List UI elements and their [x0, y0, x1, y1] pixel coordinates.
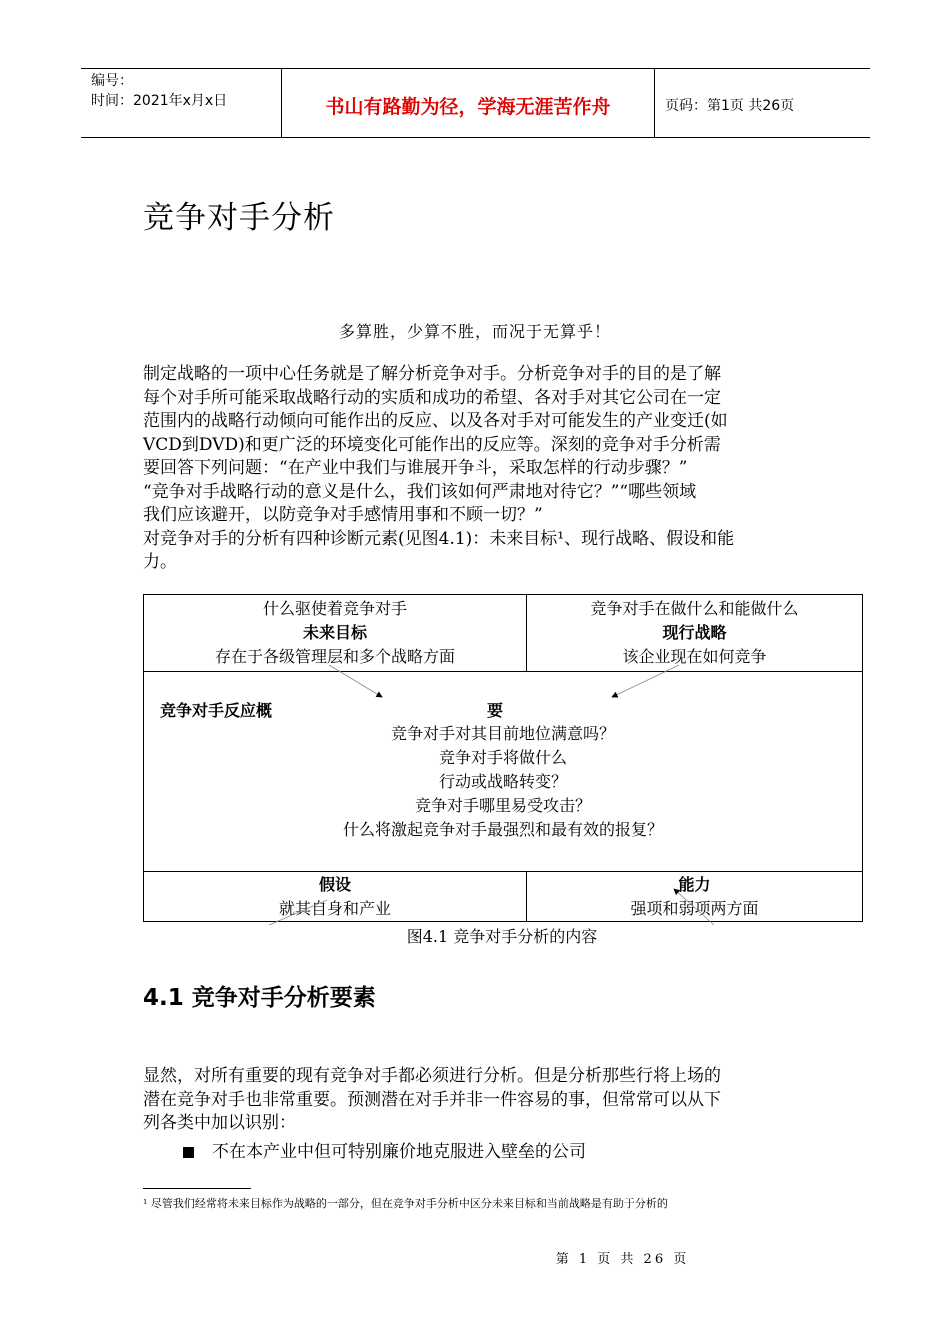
motto: 书山有路勤为径，学海无涯苦作舟 — [325, 96, 611, 118]
paragraph-line: 制定战略的一项中心任务就是了解分析竞争对手。分析竞争对手的目的是了解 — [143, 364, 721, 384]
document-header — [81, 68, 870, 138]
paragraph-line: 每个对手所可能采取战略行动的实质和成功的希望、各对手对其它公司在一定 — [143, 387, 721, 408]
time-label: 时间：2021年x月x日 — [91, 93, 228, 109]
arrow-from-strategy — [612, 665, 679, 697]
question-item: 什么将激起竞争对手最强烈和最有效的报复？ — [342, 820, 663, 839]
paragraph-line: 我们应该避开，以防竞争对手感情用事和不顾一切？” — [143, 505, 543, 525]
page-footer: 第 1 页 共 26 页 — [555, 1252, 690, 1267]
paragraph-line: “竞争对手战略行动的意义是什么，我们该如何严肃地对待它？”“哪些领域 — [143, 481, 697, 502]
square-bullet-icon — [183, 1147, 194, 1158]
paragraph-line: 力。 — [143, 552, 177, 572]
future-goals-title: 未来目标 — [302, 623, 367, 642]
section-heading: 4.1 竞争对手分析要素 — [143, 985, 376, 1011]
future-goals-desc: 存在于各级管理层和多个战略方面 — [214, 647, 455, 666]
bullet-item — [183, 1137, 586, 1162]
assumptions-title: 假设 — [318, 875, 351, 894]
header-right-cell — [655, 69, 870, 137]
number-label: 编号： — [91, 73, 133, 89]
paragraph-line: 范围内的战略行动倾向可能作出的反应、以及各对手对可能发生的产业变迁(如 — [143, 411, 728, 431]
competitor-analysis-diagram — [143, 594, 863, 922]
footnote: ¹ 尽管我们经常将未来目标作为战略的一部分，但在竞争对手分析中区分未来目标和当前战略是有助于分析的 — [143, 1197, 668, 1210]
capabilities-desc: 强项和弱项两方面 — [630, 899, 759, 918]
current-strategy-desc: 该企业现在如何竞争 — [622, 647, 767, 666]
bullet-text: 不在本产业中但可特别廉价地克服进入壁垒的公司 — [212, 1142, 586, 1162]
question-item: 行动或战略转变？ — [438, 772, 567, 791]
diagram-arrows — [144, 595, 862, 921]
capabilities-title: 能力 — [678, 875, 711, 894]
header-middle-cell — [282, 69, 655, 137]
paragraph-line: 对竞争对手的分析有四种诊断元素(见图4.1)：未来目标¹、现行战略、假设和能 — [143, 528, 735, 549]
intro-paragraph — [143, 363, 808, 575]
arrow-from-assumptions — [269, 900, 327, 925]
arrow-from-goals — [329, 665, 382, 697]
page-title: 竞争对手分析 — [143, 200, 335, 236]
current-strategy-question: 竞争对手在做什么和能做什么 — [590, 599, 799, 618]
paragraph-line: 显然，对所有重要的现有竞争对手都必须进行分析。但是分析那些行将上场的 — [143, 1066, 721, 1086]
question-item: 竞争对手将做什么 — [438, 748, 567, 767]
paragraph-line: VCD到DVD)和更广泛的环境变化可能作出的反应等。深刻的竞争对手分析需 — [143, 434, 721, 455]
response-profile-heading: 竞争对手反应概 — [160, 701, 273, 720]
future-goals-question: 什么驱使着竞争对手 — [262, 599, 407, 618]
section-paragraph — [143, 1065, 808, 1136]
paragraph-line: 列各类中加以识别： — [143, 1113, 296, 1133]
question-item: 竞争对手对其目前地位满意吗？ — [390, 724, 615, 743]
current-strategy-title: 现行战略 — [662, 623, 727, 642]
question-item: 竞争对手哪里易受攻击？ — [414, 796, 591, 815]
footnote-rule — [143, 1188, 251, 1189]
quote: 多算胜，少算不胜，而况于无算乎！ — [338, 322, 611, 341]
assumptions-desc: 就其自身和产业 — [278, 899, 391, 918]
response-profile-heading-end: 要 — [487, 701, 504, 720]
arrow-from-capabilities — [674, 889, 714, 925]
paragraph-line: 潜在竞争对手也非常重要。预测潜在对手并非一件容易的事，但常常可以从下 — [143, 1089, 721, 1110]
page-info: 页码：第1页 共26页 — [665, 98, 795, 114]
paragraph-line: 要回答下列问题：“在产业中我们与谁展开争斗，采取怎样的行动步骤？” — [143, 458, 688, 478]
figure-caption: 图4.1 竞争对手分析的内容 — [406, 927, 598, 946]
header-left-cell — [81, 69, 282, 137]
